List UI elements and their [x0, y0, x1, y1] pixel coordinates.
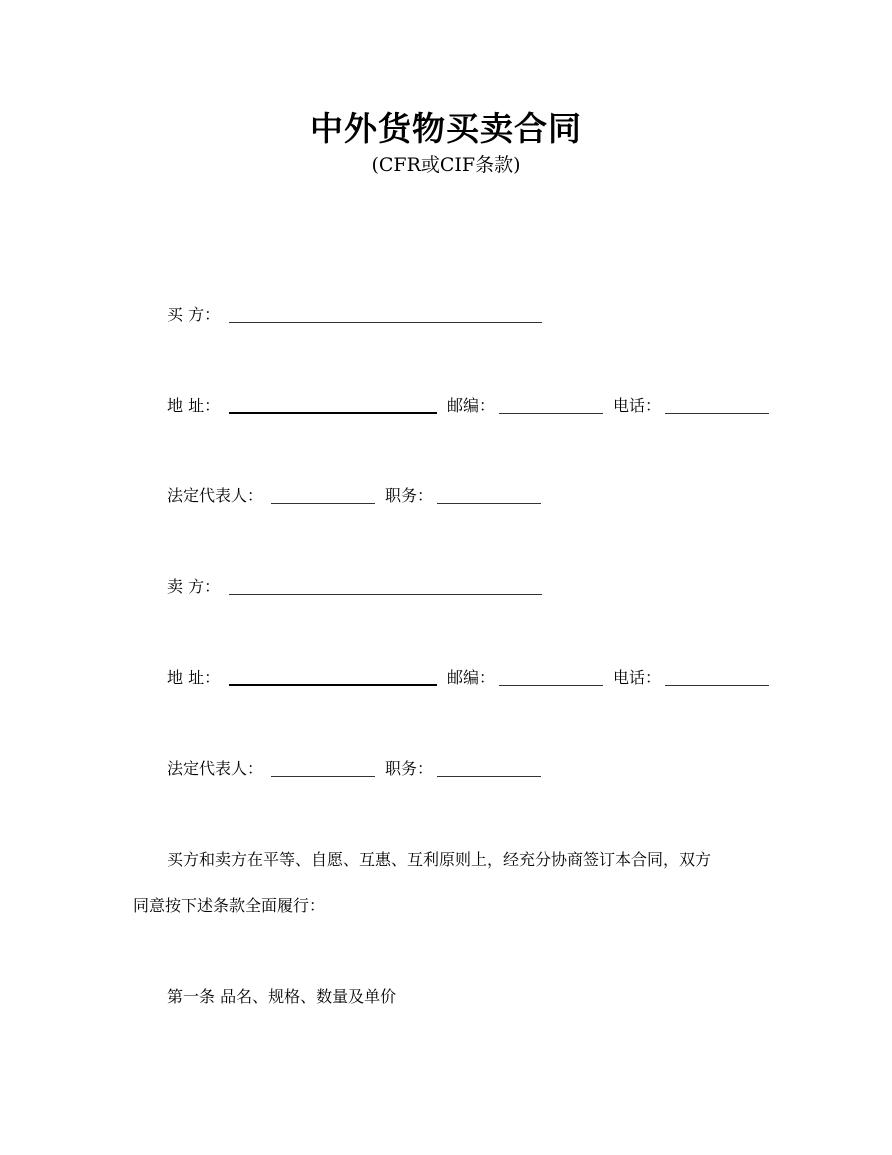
seller-rep-label: 法定代表人：: [167, 759, 264, 778]
seller-name-label: 卖 方：: [167, 577, 221, 596]
document-title: 中外货物买卖合同: [310, 109, 582, 148]
buyer-phone-label: 电话：: [613, 396, 662, 415]
seller-position-label: 职务：: [385, 759, 434, 778]
seller-name-field[interactable]: [229, 594, 542, 595]
seller-phone-label: 电话：: [613, 668, 662, 687]
buyer-position-label: 职务：: [385, 486, 434, 505]
preamble-line-2: 同意按下述条款全面履行：: [133, 896, 326, 915]
article-1-heading: 第一条 品名、规格、数量及单价: [167, 987, 397, 1006]
buyer-rep-label: 法定代表人：: [167, 486, 264, 505]
seller-position-field[interactable]: [437, 776, 541, 777]
buyer-rep-field[interactable]: [271, 503, 375, 504]
buyer-address-label: 地 址：: [167, 396, 221, 415]
buyer-postcode-field[interactable]: [499, 413, 603, 414]
seller-postcode-label: 邮编：: [447, 668, 496, 687]
buyer-name-field[interactable]: [229, 322, 542, 323]
seller-address-label: 地 址：: [167, 668, 221, 687]
seller-rep-field[interactable]: [271, 776, 375, 777]
preamble-line-1: 买方和卖方在平等、自愿、互惠、互利原则上，经充分协商签订本合同，双方: [167, 850, 712, 869]
document-subtitle: (CFR或CIF条款): [371, 154, 521, 176]
buyer-address-field[interactable]: [229, 412, 437, 414]
seller-address-field[interactable]: [229, 684, 437, 686]
seller-postcode-field[interactable]: [499, 685, 603, 686]
buyer-position-field[interactable]: [437, 503, 541, 504]
buyer-postcode-label: 邮编：: [447, 396, 496, 415]
buyer-phone-field[interactable]: [665, 413, 769, 414]
seller-phone-field[interactable]: [665, 685, 769, 686]
buyer-name-label: 买 方：: [167, 305, 221, 324]
